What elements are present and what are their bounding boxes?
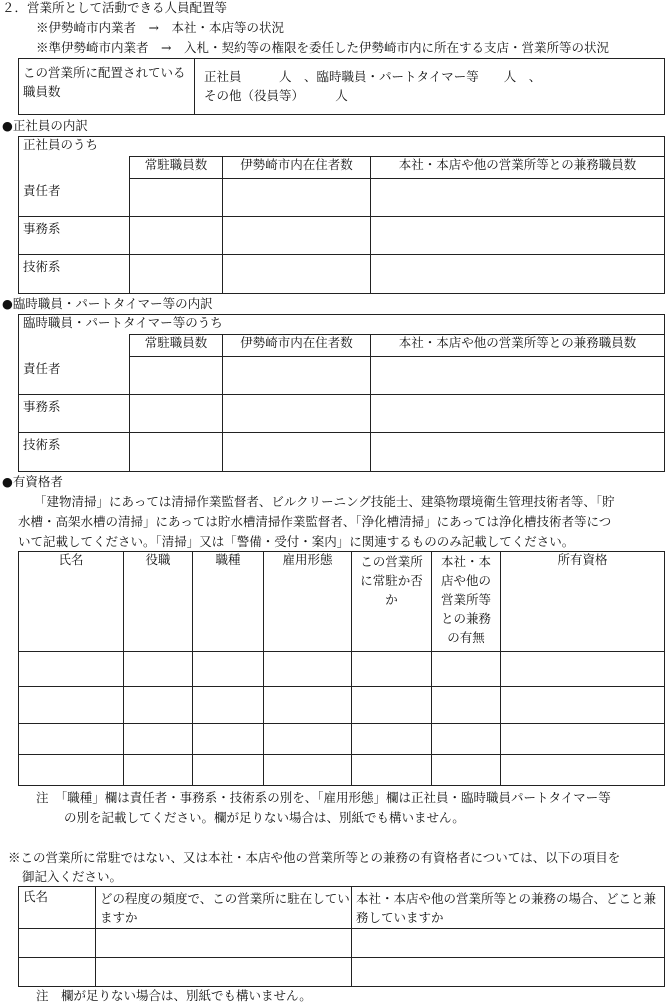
qualified-col-name: 氏名 (19, 552, 124, 652)
regular-cell[interactable] (130, 179, 223, 217)
qualified-cell[interactable] (501, 724, 665, 755)
nonresident-cell[interactable] (96, 958, 352, 987)
note-local-vendor: ※伊勢崎市内業者 → 本社・本店等の状況 (36, 20, 284, 35)
temp-col-city: 伊勢崎市内在住者数 (223, 335, 371, 357)
qualified-col-concurrent: 本社・本店や他の営業所等との兼務の有無 (432, 552, 501, 652)
regular-heading: ●正社員の内訳 (2, 118, 88, 133)
qualified-col-position: 役職 (124, 552, 193, 652)
staff-count-line1: 正社員 人 、臨時職員・パートタイマー等 人 、 (204, 69, 542, 84)
qualified-cell[interactable] (124, 755, 193, 786)
temp-subheader: 臨時職員・パートタイマー等のうち (19, 315, 665, 335)
temp-cell[interactable] (130, 433, 223, 472)
temp-cell[interactable] (371, 357, 665, 395)
regular-cell[interactable] (130, 255, 223, 294)
nonresident-cell[interactable] (19, 958, 96, 987)
qualified-table (18, 551, 665, 786)
qualified-cell[interactable] (193, 687, 264, 724)
nonresident-intro-line2: 御記入ください。 (22, 869, 123, 884)
regular-cell[interactable] (223, 255, 371, 294)
qualified-cell[interactable] (432, 755, 501, 786)
temp-cell[interactable] (223, 433, 371, 472)
staff-count-line2: その他（役員等） 人 (204, 88, 348, 103)
qualified-cell[interactable] (193, 755, 264, 786)
temp-breakdown-table (18, 314, 665, 472)
qualified-cell[interactable] (352, 652, 432, 687)
nonresident-col-frequency: どの程度の頻度で、この営業所に駐在していますか (96, 887, 352, 929)
temp-cell[interactable] (371, 395, 665, 433)
temp-cell[interactable] (130, 357, 223, 395)
qualified-cell[interactable] (19, 687, 124, 724)
regular-cell[interactable] (371, 217, 665, 255)
nonresident-col-name: 氏名 (19, 887, 96, 929)
temp-cell[interactable] (223, 357, 371, 395)
nonresident-intro-line1: ※この営業所に常駐ではない、又は本社・本店や他の営業所等との兼務の有資格者については、以下の項目を (8, 850, 621, 865)
qualified-cell[interactable] (501, 755, 665, 786)
qualified-cell[interactable] (193, 724, 264, 755)
qualified-heading: ●有資格者 (2, 474, 63, 489)
staff-count-entry[interactable] (195, 59, 665, 115)
nonresident-cell[interactable] (96, 929, 352, 958)
temp-row-technical: 技術系 (19, 433, 130, 472)
qualified-cell[interactable] (264, 755, 352, 786)
regular-row-manager: 責任者 (19, 179, 130, 217)
regular-cell[interactable] (223, 179, 371, 217)
regular-cell[interactable] (371, 255, 665, 294)
regular-row-office: 事務系 (19, 217, 130, 255)
temp-heading: ●臨時職員・パートタイマー等の内訳 (2, 296, 213, 311)
regular-breakdown-table (18, 136, 665, 294)
temp-row-manager: 責任者 (19, 357, 130, 395)
qualified-cell[interactable] (432, 652, 501, 687)
qualified-note-line1: 注 「職種」欄は責任者・事務系・技術系の別を、「雇用形態」欄は正社員・臨時職員パートタイマー等 (36, 790, 611, 805)
qualified-cell[interactable] (124, 724, 193, 755)
qualified-cell[interactable] (352, 687, 432, 724)
qualified-desc-line2: 水槽・高架水槽の清掃」にあっては貯水槽清掃作業監督者、「浄化槽清掃」にあっては浄化槽技術者等につ (18, 514, 612, 529)
temp-cell[interactable] (223, 395, 371, 433)
regular-corner (19, 157, 130, 179)
nonresident-cell[interactable] (352, 958, 665, 987)
temp-corner (19, 335, 130, 357)
temp-col-resident: 常駐職員数 (130, 335, 223, 357)
qualified-note-line2: の別を記載してください。欄が足りない場合は、別紙でも構いません。 (64, 810, 465, 825)
qualified-cell[interactable] (432, 687, 501, 724)
nonresident-col-concurrent: 本社・本店や他の営業所等との兼務の場合、どこと兼務していますか (352, 887, 665, 929)
regular-col-resident: 常駐職員数 (130, 157, 223, 179)
qualified-cell[interactable] (264, 687, 352, 724)
temp-cell[interactable] (371, 433, 665, 472)
regular-subheader: 正社員のうち (19, 137, 665, 157)
qualified-cell[interactable] (264, 724, 352, 755)
regular-col-concurrent: 本社・本店や他の営業所等との兼務職員数 (371, 157, 665, 179)
qualified-cell[interactable] (193, 652, 264, 687)
qualified-col-license: 所有資格 (501, 552, 665, 652)
qualified-cell[interactable] (19, 755, 124, 786)
nonresident-note: 注 欄が足りない場合は、別紙でも構いません。 (36, 988, 312, 1003)
qualified-cell[interactable] (501, 652, 665, 687)
qualified-cell[interactable] (19, 724, 124, 755)
qualified-col-employment: 雇用形態 (264, 552, 352, 652)
qualified-desc-line3: いて記載してください。「清掃」又は「警備・受付・案内」に関連するもののみ記載してください。 (18, 534, 575, 549)
qualified-cell[interactable] (501, 687, 665, 724)
qualified-cell[interactable] (19, 652, 124, 687)
qualified-col-resident: この営業所に常駐か否か (352, 552, 432, 652)
qualified-cell[interactable] (352, 755, 432, 786)
qualified-cell[interactable] (124, 687, 193, 724)
temp-row-office: 事務系 (19, 395, 130, 433)
regular-cell[interactable] (223, 217, 371, 255)
staff-count-table (18, 58, 665, 115)
qualified-cell[interactable] (432, 724, 501, 755)
section-title: ２．営業所として活動できる人員配置等 (2, 0, 228, 15)
regular-col-city: 伊勢崎市内在住者数 (223, 157, 371, 179)
regular-cell[interactable] (371, 179, 665, 217)
regular-cell[interactable] (130, 217, 223, 255)
note-semi-local-vendor: ※準伊勢崎市内業者 → 入札・契約等の権限を委任した伊勢崎市内に所在する支店・営業所等の状況 (36, 40, 609, 55)
qualified-col-job: 職種 (193, 552, 264, 652)
temp-col-concurrent: 本社・本店や他の営業所等との兼務職員数 (371, 335, 665, 357)
nonresident-cell[interactable] (352, 929, 665, 958)
qualified-cell[interactable] (124, 652, 193, 687)
qualified-cell[interactable] (264, 652, 352, 687)
temp-cell[interactable] (130, 395, 223, 433)
regular-row-technical: 技術系 (19, 255, 130, 294)
nonresident-table (18, 886, 665, 987)
staff-count-label: この営業所に配置されている職員数 (19, 59, 195, 115)
qualified-desc-line1: 「建物清掃」にあっては清掃作業監督者、ビルクリーニング技能士、建築物環境衛生管理技術者等、「貯 (34, 494, 615, 509)
qualified-cell[interactable] (352, 724, 432, 755)
nonresident-cell[interactable] (19, 929, 96, 958)
